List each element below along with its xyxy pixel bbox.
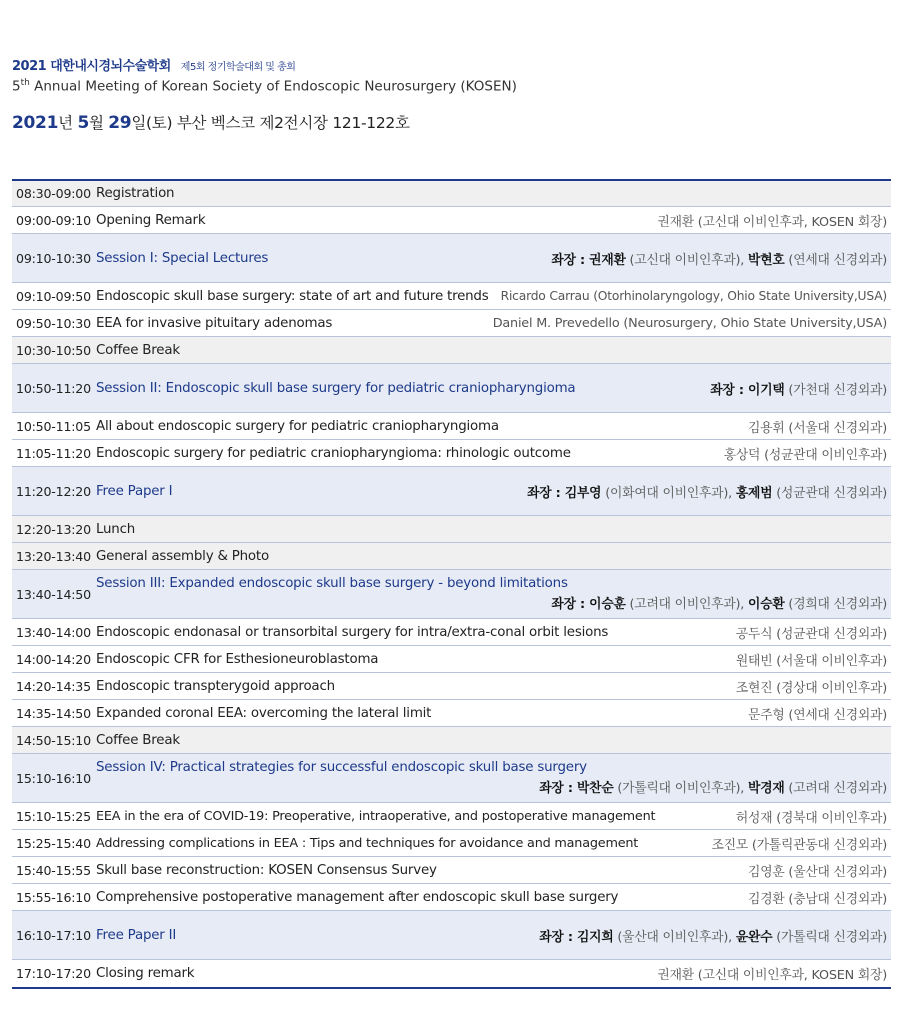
row-topic: Expanded coronal EEA: overcoming the lateral limit — [96, 705, 432, 721]
schedule-row — [12, 619, 891, 646]
row-speaker: 허성재 (경북대 이비인후과) — [735, 810, 887, 826]
chair-affiliation: (연세대 신경외과) — [784, 252, 887, 268]
row-speaker: Daniel M. Prevedello (Neurosurgery, Ohio State University,USA) — [492, 315, 887, 331]
row-speaker: 조진모 (가톨릭관동대 신경외과) — [711, 837, 887, 853]
chair-name: 박현호 — [748, 252, 785, 268]
row-time: 14:35-14:50 — [16, 705, 91, 721]
row-time: 15:25-15:40 — [16, 835, 91, 851]
session-row — [12, 234, 891, 283]
row-topic: Coffee Break — [96, 732, 180, 748]
session-title: Free Paper II — [96, 927, 177, 943]
chair-affiliation: (가톨릭대 이비인후과), — [613, 781, 749, 796]
row-topic: Lunch — [96, 521, 136, 537]
row-speaker: 김용휘 (서울대 신경외과) — [748, 420, 887, 436]
schedule-row — [12, 960, 891, 987]
event-date-venue — [12, 111, 890, 133]
chair-label: 좌장 : — [539, 781, 578, 796]
date-day: 29 — [108, 112, 132, 133]
date-year-unit: 년 — [58, 113, 78, 132]
schedule-table — [12, 179, 891, 989]
row-time: 09:50-10:30 — [16, 315, 91, 331]
chair-name: 박찬순 — [577, 781, 614, 796]
schedule-row — [12, 181, 891, 207]
row-time: 09:10-09:50 — [16, 288, 91, 304]
row-time: 09:10-10:30 — [16, 250, 91, 266]
date-month: 5 — [77, 112, 89, 133]
row-speaker: Ricardo Carrau (Otorhinolaryngology, Ohio State University,USA) — [500, 289, 887, 303]
row-topic: Endoscopic surgery for pediatric craniopharyngioma: rhinologic outcome — [96, 445, 571, 461]
row-time: 10:30-10:50 — [16, 342, 91, 358]
schedule-row — [12, 884, 891, 911]
row-time: 13:40-14:00 — [16, 624, 91, 640]
chair-name: 이승훈 — [589, 597, 626, 612]
subtitle-ordinal-suffix: th — [20, 78, 30, 88]
schedule-row — [12, 857, 891, 884]
chair-label: 좌장 : — [527, 485, 565, 501]
session-title: Session II: Endoscopic skull base surgery for pediatric craniopharyngioma — [96, 380, 576, 396]
row-time: 15:40-15:55 — [16, 862, 91, 878]
schedule-row — [12, 337, 891, 364]
venue: (토) 부산 벡스코 제2전시장 121-122호 — [146, 113, 410, 132]
row-topic: General assembly & Photo — [96, 548, 269, 564]
subtitle-ordinal: 5 — [12, 78, 21, 95]
schedule-row — [12, 283, 891, 310]
chair-name: 윤완수 — [735, 929, 773, 945]
session-title: Session IV: Practical strategies for successful endoscopic skull base surgery — [96, 760, 587, 775]
page-subtitle-korean: 제5회 정기학술대회 및 총회 — [180, 62, 296, 73]
schedule-row — [12, 413, 891, 440]
session-title: Session I: Special Lectures — [96, 250, 269, 266]
chair-affiliation: (이화여대 이비인후과), — [601, 485, 736, 501]
row-time: 15:10-16:10 — [16, 770, 91, 786]
row-time: 13:20-13:40 — [16, 548, 91, 564]
schedule-row — [12, 516, 891, 543]
row-time: 11:20-12:20 — [16, 483, 91, 499]
row-time: 11:05-11:20 — [16, 445, 91, 461]
schedule-row — [12, 830, 891, 857]
session-chairs — [710, 379, 887, 398]
schedule-row — [12, 700, 891, 727]
row-speaker: 홍상덕 (성균관대 이비인후과) — [723, 447, 887, 463]
chair-name: 이승환 — [748, 597, 785, 612]
schedule-row — [12, 727, 891, 754]
row-speaker: 공두식 (성균관대 신경외과) — [735, 626, 887, 642]
row-speaker: 조현진 (경상대 이비인후과) — [735, 680, 887, 696]
chair-affiliation: (성균관대 신경외과) — [772, 485, 887, 501]
schedule-row — [12, 310, 891, 337]
chair-affiliation: (가천대 신경외과) — [784, 382, 887, 398]
row-time: 15:10-15:25 — [16, 808, 91, 824]
row-speaker: 김영훈 (울산대 신경외과) — [748, 864, 887, 880]
row-time: 17:10-17:20 — [16, 966, 91, 981]
row-time: 10:50-11:20 — [16, 380, 91, 396]
chair-affiliation: (경희대 신경외과) — [784, 597, 887, 612]
session-row — [12, 467, 891, 516]
row-time: 16:10-17:10 — [16, 927, 91, 943]
row-topic: Comprehensive postoperative management after endoscopic skull base surgery — [96, 889, 619, 905]
row-topic: Endoscopic endonasal or transorbital surgery for intra/extra-conal orbit lesions — [96, 624, 609, 640]
row-speaker: 권재환 (고신대 이비인후과, KOSEN 회장) — [657, 968, 887, 983]
chair-name: 이기택 — [748, 382, 785, 398]
row-topic: Endoscopic CFR for Esthesioneuroblastoma — [96, 651, 379, 667]
session-chairs — [539, 926, 887, 945]
schedule-row — [12, 803, 891, 830]
row-time: 10:50-11:05 — [16, 418, 91, 434]
session-chairs — [539, 777, 887, 796]
session-row — [12, 911, 891, 960]
subtitle-text: Annual Meeting of Korean Society of Endoscopic Neurosurgery (KOSEN) — [29, 78, 517, 95]
row-topic: Skull base reconstruction: KOSEN Consensus Survey — [96, 862, 437, 878]
row-topic: Endoscopic skull base surgery: state of art and future trends — [96, 288, 489, 304]
date-year: 2021 — [12, 112, 59, 133]
row-topic: Endoscopic transpterygoid approach — [96, 678, 335, 694]
page-title: 2021 대한내시경뇌수술학회 — [12, 59, 171, 74]
session-chairs — [551, 249, 887, 268]
row-speaker: 김경환 (충남대 신경외과) — [748, 891, 887, 907]
row-time: 14:50-15:10 — [16, 732, 91, 748]
session-title: Session III: Expanded endoscopic skull base surgery - beyond limitations — [96, 576, 568, 591]
session-chairs — [527, 482, 887, 501]
row-time: 15:55-16:10 — [16, 889, 91, 905]
chair-affiliation: (가톨릭대 신경외과) — [772, 929, 887, 945]
schedule-row — [12, 673, 891, 700]
row-topic: Registration — [96, 186, 175, 201]
row-topic: Coffee Break — [96, 342, 180, 358]
header — [12, 55, 890, 133]
row-topic: EEA for invasive pituitary adenomas — [96, 315, 333, 331]
row-topic: Opening Remark — [96, 212, 206, 228]
chair-label: 좌장 : — [710, 382, 749, 398]
chair-affiliation: (울산대 이비인후과), — [613, 929, 736, 945]
session-title: Free Paper I — [96, 483, 173, 499]
chair-name: 박경재 — [748, 781, 785, 796]
date-day-unit: 일 — [131, 113, 147, 132]
row-time: 12:20-13:20 — [16, 521, 91, 537]
chair-label: 좌장 : — [539, 929, 578, 945]
session-row — [12, 570, 891, 619]
row-time: 09:00-09:10 — [16, 212, 91, 228]
schedule-row — [12, 543, 891, 570]
row-topic: Closing remark — [96, 966, 195, 981]
chair-name: 홍제범 — [735, 485, 773, 501]
row-time: 14:00-14:20 — [16, 651, 91, 667]
row-topic: Addressing complications in EEA : Tips and techniques for avoidance and management — [96, 835, 639, 851]
chair-name: 김지희 — [577, 929, 614, 945]
chair-affiliation: (고신대 이비인후과), — [625, 252, 749, 268]
row-time: 14:20-14:35 — [16, 678, 91, 694]
row-time: 13:40-14:50 — [16, 586, 91, 602]
title-line — [12, 55, 890, 74]
chair-label: 좌장 : — [551, 252, 590, 268]
chair-affiliation: (고려대 이비인후과), — [625, 597, 749, 612]
row-topic: EEA in the era of COVID-19: Preoperative, intraoperative, and postoperative management — [96, 808, 656, 824]
row-topic: All about endoscopic surgery for pediatric craniopharyngioma — [96, 418, 499, 434]
row-speaker: 원태빈 (서울대 이비인후과) — [735, 653, 887, 669]
row-time: 08:30-09:00 — [16, 186, 91, 201]
chair-name: 권재환 — [589, 252, 626, 268]
chair-label: 좌장 : — [551, 597, 590, 612]
session-chairs — [551, 593, 887, 612]
row-speaker: 권재환 (고신대 이비인후과, KOSEN 회장) — [657, 214, 887, 230]
session-row — [12, 364, 891, 413]
schedule-row — [12, 646, 891, 673]
schedule-row — [12, 440, 891, 467]
chair-name: 김부영 — [564, 485, 602, 501]
chair-affiliation: (고려대 신경외과) — [784, 781, 887, 796]
english-subtitle — [12, 78, 890, 95]
row-speaker: 문주형 (연세대 신경외과) — [748, 707, 887, 723]
session-row — [12, 754, 891, 803]
date-month-unit: 월 — [88, 113, 109, 132]
schedule-row — [12, 207, 891, 234]
